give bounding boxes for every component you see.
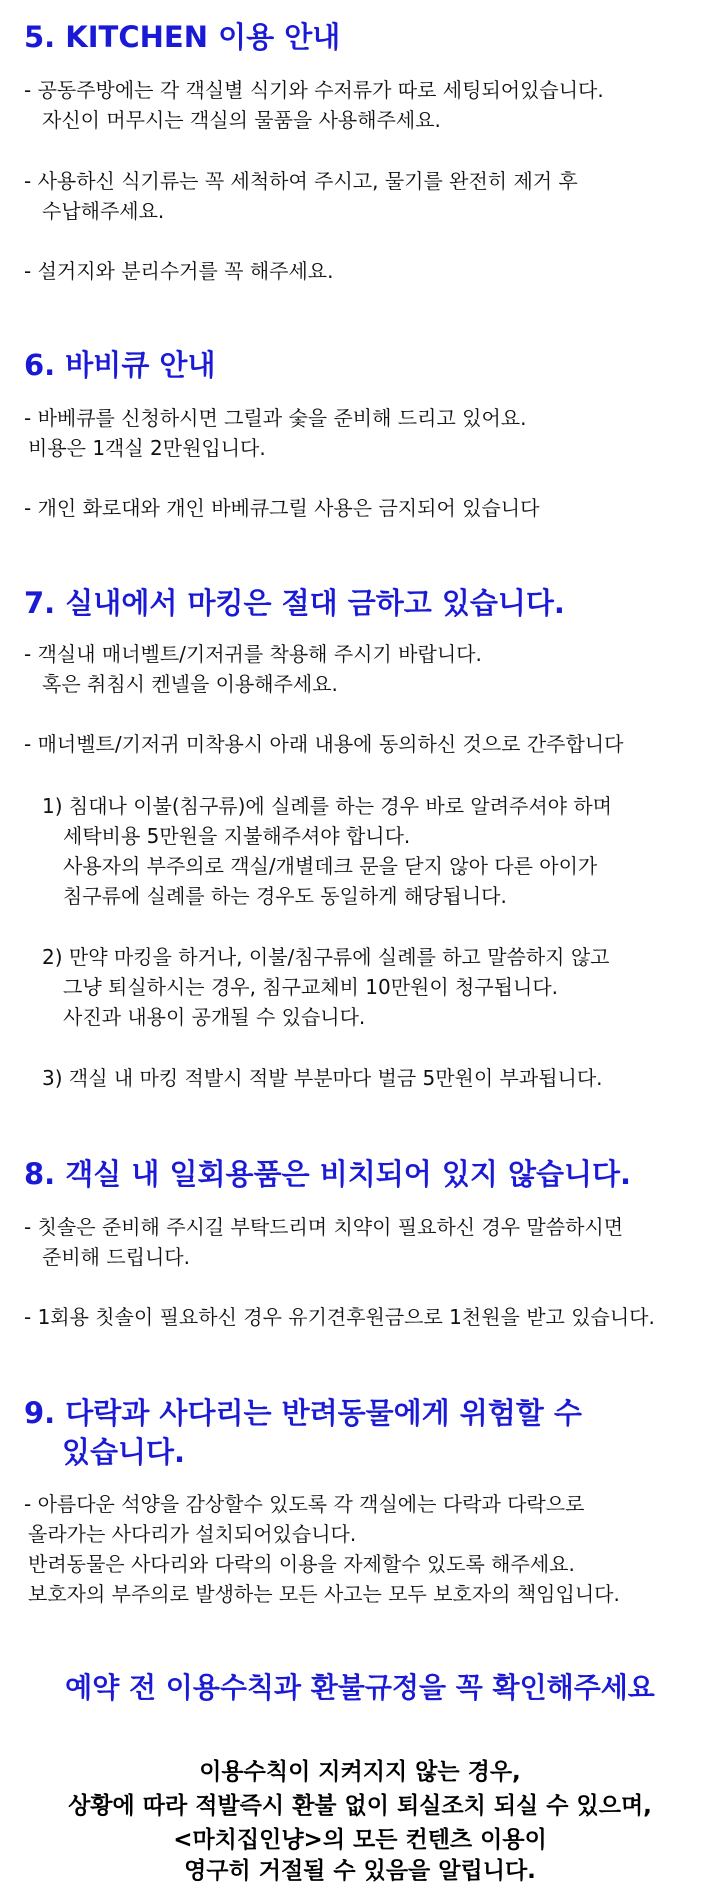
amenities-rule-line: - 1회용 칫솔이 필요하신 경우 유기견후원금으로 1천원을 받고 있습니다. xyxy=(24,1305,655,1329)
marking-rule-line: 3) 객실 내 마킹 적발시 적발 부분마다 벌금 5만원이 부과됩니다. xyxy=(42,1066,603,1090)
warning-line: <마치집인냥>의 모든 컨텐츠 이용이 xyxy=(173,1827,547,1853)
section-attic-title-line1: 9. 다락과 사다리는 반려동물에게 위험할 수 xyxy=(24,1396,582,1430)
section-attic-title-line2: 있습니다. xyxy=(62,1435,186,1469)
marking-rule-line: 사용자의 부주의로 객실/개별데크 문을 닫지 않아 다른 아이가 xyxy=(63,854,598,878)
marking-rule-line: 2) 만약 마킹을 하거나, 이불/침구류에 실례를 하고 말씀하지 않고 xyxy=(42,945,610,969)
warning-line: 상황에 따라 적발즉시 환불 없이 퇴실조치 되실 수 있으며, xyxy=(68,1793,652,1819)
marking-rule-line: - 객실내 매너벨트/기저귀를 착용해 주시기 바랍니다. xyxy=(24,642,482,666)
marking-rule-line: 그냥 퇴실하시는 경우, 침구교체비 10만원이 청구됩니다. xyxy=(63,975,558,999)
warning-line: 영구히 거절될 수 있음을 알립니다. xyxy=(184,1858,536,1884)
bbq-rule-line: - 바베큐를 신청하시면 그릴과 숯을 준비해 드리고 있어요. xyxy=(24,406,527,430)
kitchen-rule-line: - 설거지와 분리수거를 꼭 해주세요. xyxy=(24,259,334,283)
marking-rule-line: 세탁비용 5만원을 지불해주셔야 합니다. xyxy=(63,824,411,848)
kitchen-rule-line: - 사용하신 식기류는 꼭 세척하여 주시고, 물기를 완전히 제거 후 xyxy=(24,169,578,193)
attic-rule-line: 보호자의 부주의로 발생하는 모든 사고는 모두 보호자의 책임입니다. xyxy=(28,1582,620,1606)
marking-rule-line: 혹은 취침시 켄넬을 이용해주세요. xyxy=(42,672,338,696)
warning-line: 이용수칙이 지켜지지 않는 경우, xyxy=(199,1759,521,1785)
attic-rule-line: 올라가는 사다리가 설치되어있습니다. xyxy=(28,1522,357,1546)
section-attic-title xyxy=(24,1394,582,1472)
amenities-rule-line: 준비해 드립니다. xyxy=(42,1245,190,1269)
attic-rule-line: - 아름다운 석양을 감상할수 있도록 각 객실에는 다락과 다락으로 xyxy=(24,1492,585,1516)
bbq-rule-line: - 개인 화로대와 개인 바베큐그릴 사용은 금지되어 있습니다 xyxy=(24,496,540,520)
marking-rule-line: 사진과 내용이 공개될 수 있습니다. xyxy=(63,1005,366,1029)
attic-rule-line: 반려동물은 사다리와 다락의 이용을 자제할수 있도록 해주세요. xyxy=(28,1552,575,1576)
kitchen-rule-line: 자신이 머무시는 객실의 물품을 사용해주세요. xyxy=(42,108,441,132)
bbq-rule-line: 비용은 1객실 2만원입니다. xyxy=(28,436,266,460)
section-marking-title: 7. 실내에서 마킹은 절대 금하고 있습니다. xyxy=(24,586,565,620)
marking-rule-line: 1) 침대나 이불(침구류)에 실례를 하는 경우 바로 알려주셔야 하며 xyxy=(42,794,612,818)
section-kitchen-title: 5. KITCHEN 이용 안내 xyxy=(24,20,341,54)
kitchen-rule-line: 수납해주세요. xyxy=(42,199,165,223)
section-amenities-title: 8. 객실 내 일회용품은 비치되어 있지 않습니다. xyxy=(24,1157,632,1191)
amenities-rule-line: - 칫솔은 준비해 주시길 부탁드리며 치약이 필요하신 경우 말씀하시면 xyxy=(24,1215,624,1239)
marking-rule-line: 침구류에 실례를 하는 경우도 동일하게 해당됩니다. xyxy=(63,884,507,908)
kitchen-rule-line: - 공동주방에는 각 객실별 식기와 수저류가 따로 세팅되어있습니다. xyxy=(24,78,604,102)
confirm-rules-banner: 예약 전 이용수칙과 환불규정을 꼭 확인해주세요 xyxy=(65,1671,655,1704)
marking-rule-line: - 매너벨트/기저귀 미착용시 아래 내용에 동의하신 것으로 간주합니다 xyxy=(24,732,624,756)
section-bbq-title: 6. 바비큐 안내 xyxy=(24,348,216,382)
